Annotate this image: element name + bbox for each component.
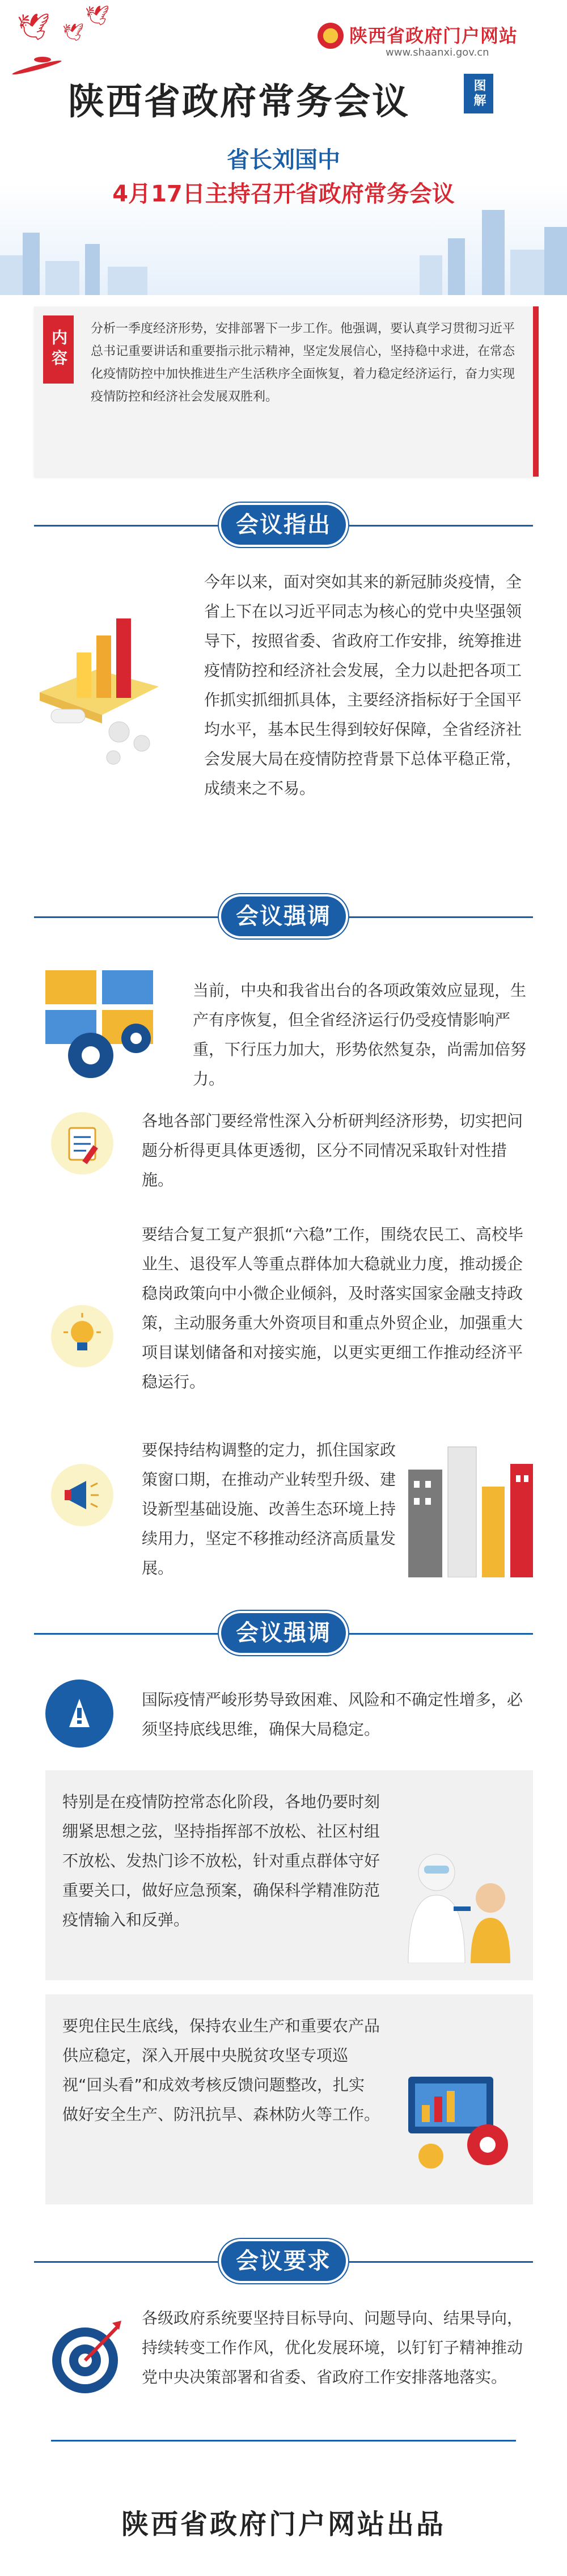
target-arrow-icon [45,2315,125,2400]
tujie-badge: 图解 [464,74,493,113]
pencil-list-icon [51,1112,113,1175]
section-2-para-4: 要保持结构调整的定力，抓住国家政策窗口期，在推动产业转型升级、建设新型基础设施、改善生态环境上持续用力，坚定不移推动经济高质量发展。 [142,1441,396,1577]
bird-icon: 🕊 [17,11,50,42]
megaphone-icon [51,1464,113,1526]
subtitle-meeting: 4月17日主持召开省政府常务会议 [112,181,455,207]
medical-worker-illustration [397,1833,522,1963]
site-logo[interactable] [318,22,544,67]
intro-text: 分析一季度经济形势，安排部署下一步工作。他强调，要认真学习贯彻习近平总书记重要讲话和重要指示批示精神，坚定发展信心，坚持稳中求进，在常态化疫情防控中加快推进生产生活秩序全面恢复，着力稳定经济运行，奋力实现疫情防控和经济社会发展双胜利。 [91,322,515,404]
page-title: 陕西省政府常务会议 [68,81,410,123]
section-3-para-3: 要兜住民生底线，保持农业生产和重要农产品供应稳定，深入开展中央脱贫攻坚专项巡视“回头看”和成效考核反馈问题整改，扎实做好安全生产、防汛抗旱、森林防火等工作。 [62,2017,380,2124]
gears-window-illustration [45,970,170,1089]
section-title-3: 会议强调 [221,1613,346,1653]
intro-tag: 内容 [43,315,74,384]
section-2-para-1: 当前，中央和我省出台的各项政策效应显现，生产有序恢复，但全省经济运行仍受疫情影响严重，下行压力加大，形势依然复杂，尚需加倍努力。 [193,981,527,1088]
book-chart-illustration [28,601,170,772]
section-title-2: 会议强调 [221,896,346,936]
lightbulb-icon [51,1305,113,1367]
footer-divider [51,2440,516,2442]
section-1-text: 今年以来，面对突如其来的新冠肺炎疫情，全省上下在以习近平同志为核心的党中央坚强领导下，按照省委、省政府工作安排，统筹推进疫情防控和经济社会发展，全力以赴把各项工作抓实抓细抓具体，主要经济指标好于全国平均水平，基本民生得到较好保障，全省经济社会发展大局在疫情防控背景下总体平稳正常，成绩来之不易。 [204,573,522,798]
city-skyline-illustration [0,204,567,295]
section-3-para-2: 特别是在疫情防控常态化阶段，各地仍要时刻绷紧思想之弦，坚持指挥部不放松、社区村组不放松、发热门诊不放松，针对重点群体守好重要关口，做好应急预案，确保科学精准防范疫情输入和反弹。 [62,1792,380,1929]
bird-icon: 🕊 [85,5,110,27]
logo-title: 陕西省政府门户网站 [349,25,518,47]
subtitle-person: 省长刘国中 [227,147,340,173]
section-title-4: 会议要求 [221,2241,346,2281]
warning-sign-icon [45,1680,113,1748]
section-title-1: 会议指出 [221,505,346,545]
logo-url: www.shaanxi.gov.cn [386,47,489,58]
bird-icon: 🕊 [62,23,84,43]
section-2-para-3: 要结合复工复产狠抓“六稳”工作，围绕农民工、高校毕业生、退役军人等重点群体加大稳就业力度，推动援企稳岗政策向中小微企业倾斜，及时落实国家金融支持政策，主动服务重大外资项目和重点外贸企业，加强重大项目谋划储备和对接实施，以更实更细工作推动经济平稳运行。 [142,1225,524,1391]
national-emblem-icon [318,23,344,49]
ribbon-decoration [34,57,51,62]
footer-credit: 陕西省政府门户网站出品 [121,2508,446,2540]
section-4-text: 各级政府系统要坚持目标导向、问题导向、结果导向，持续转变工作作风，优化发展环境，以钉钉子精神推动党中央决策部署和省委、省政府工作安排落地落实。 [142,2309,523,2386]
buildings-illustration [408,1436,539,1577]
dashboard-gears-illustration [397,2054,522,2179]
section-3-para-1: 国际疫情严峻形势导致困难、风险和不确定性增多，必须坚持底线思维，确保大局稳定。 [142,1690,523,1739]
section-2-para-2: 各地各部门要经常性深入分析研判经济形势，切实把问题分析得更具体更透彻，区分不同情况采取针对性措施。 [142,1112,523,1189]
